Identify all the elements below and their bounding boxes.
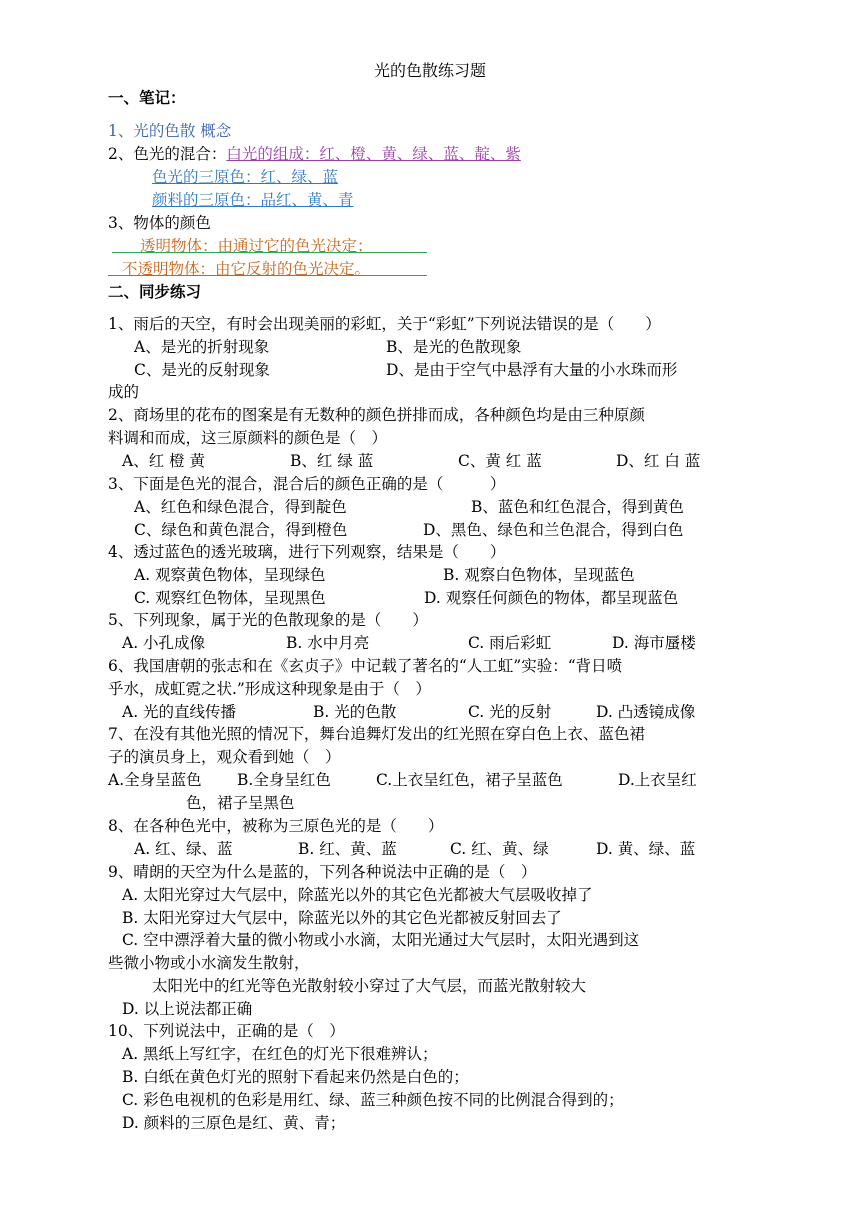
question-10-option-c: C. 彩色电视机的色彩是用红、绿、蓝三种颜色按不同的比例混合得到的；: [122, 1091, 624, 1109]
question-1-tail: 成的: [108, 383, 140, 401]
question-2-stem-line-1: 2、商场里的花布的图案是有无数种的颜色拼排而成，各种颜色均是由三种原颜: [108, 406, 645, 424]
question-2-option-a: A、红 橙 黄: [122, 452, 206, 470]
question-2-stem-line-2: 料调和而成，这三原颜料的颜色是（ ）: [108, 429, 388, 447]
question-4-option-b: B. 观察白色物体，呈现蓝色: [443, 566, 635, 584]
question-10-option-a: A. 黑纸上写红字，在红色的灯光下很难辨认；: [122, 1045, 438, 1063]
question-10-stem: 10、下列说法中，正确的是（ ）: [108, 1022, 345, 1040]
question-5-option-c: C. 雨后彩虹: [468, 634, 552, 652]
question-3-option-b: B、蓝色和红色混合，得到黄色: [471, 498, 684, 516]
note-3-underline-2: [108, 275, 427, 276]
question-7-option-a: A.全身呈蓝色: [108, 771, 202, 789]
question-6-stem-line-1: 6、我国唐朝的张志和在《玄贞子》中记载了著名的“人工虹”实验：“背日喷: [108, 657, 623, 675]
question-1-option-b: B、是光的色散现象: [386, 338, 522, 356]
question-4-option-c: C. 观察红色物体，呈现黑色: [134, 589, 326, 607]
question-9-option-d: D. 以上说法都正确: [122, 1000, 253, 1018]
note-3: 3、物体的颜色: [108, 214, 211, 232]
question-2-option-d: D、红 白 蓝: [616, 452, 701, 470]
question-6-option-c: C. 光的反射: [468, 703, 552, 721]
question-1-stem: 1、雨后的天空，有时会出现美丽的彩虹，关于“彩虹”下列说法错误的是（ ）: [108, 315, 661, 333]
question-3-option-c: C、绿色和黄色混合，得到橙色: [134, 521, 348, 539]
note-3-sub-1: 透明物体：由通过它的色光决定；: [140, 237, 373, 255]
notes-heading: 一、笔记：: [108, 89, 186, 107]
question-7-tail: 色，裙子呈黑色: [186, 794, 295, 812]
question-5-option-d: D. 海市蜃楼: [612, 634, 696, 652]
question-1-option-d: D、是由于空气中悬浮有大量的小水珠而形: [386, 361, 678, 379]
question-7-option-b: B.全身呈红色: [237, 771, 331, 789]
question-5-stem: 5、下列现象，属于光的色散现象的是（ ）: [108, 611, 428, 629]
note-2-sub-2: 颜料的三原色：品红、黄、青: [152, 191, 354, 209]
question-3-option-a: A、红色和绿色混合，得到靛色: [134, 498, 347, 516]
question-10-option-d: D. 颜料的三原色是红、黄、青；: [122, 1114, 346, 1132]
question-8-option-c: C. 红、黄、绿: [450, 840, 549, 858]
question-3-stem: 3、下面是色光的混合，混合后的颜色正确的是（ ）: [108, 475, 506, 493]
question-7-stem-line-2: 子的演员身上，观众看到她（ ）: [108, 748, 341, 766]
question-2-option-c: C、黄 红 蓝: [458, 452, 542, 470]
note-2-sub-1: 色光的三原色：红、绿、蓝: [152, 168, 339, 186]
question-5-option-b: B. 水中月亮: [286, 634, 370, 652]
question-8-option-a: A. 红、绿、蓝: [134, 840, 233, 858]
question-10-option-b: B. 白纸在黄色灯光的照射下看起来仍然是白色的；: [122, 1068, 469, 1086]
question-7-stem-line-1: 7、在没有其他光照的情况下，舞台追舞灯发出的红光照在穿白色上衣、蓝色裙: [108, 725, 645, 743]
question-9-option-c: C. 空中漂浮着大量的微小物或小水滴，太阳光通过大气层时，太阳光遇到这: [122, 931, 640, 949]
page-title: 光的色散练习题: [373, 61, 486, 80]
question-9-option-c-line-3: 太阳光中的红光等色光散射较小穿过了大气层，而蓝光散射较大: [152, 977, 587, 995]
question-9-stem: 9、晴朗的天空为什么是蓝的，下列各种说法中正确的是（ ）: [108, 863, 537, 881]
question-5-option-a: A. 小孔成像: [122, 634, 206, 652]
question-8-option-b: B. 红、黄、蓝: [298, 840, 397, 858]
note-1: 1、光的色散 概念: [108, 122, 232, 140]
question-8-stem: 8、在各种色光中，被称为三原色光的是（ ）: [108, 817, 444, 835]
question-1-option-a: A、是光的折射现象: [134, 338, 270, 356]
question-6-stem-line-2: 乎水，成虹霓之状.”形成这种现象是由于（ ）: [108, 680, 431, 698]
question-9-option-b: B. 太阳光穿过大气层中，除蓝光以外的其它色光都被反射回去了: [122, 909, 562, 927]
question-1-option-c: C、是光的反射现象: [134, 361, 270, 379]
question-4-option-a: A. 观察黄色物体，呈现绿色: [134, 566, 326, 584]
question-4-stem: 4、透过蓝色的透光玻璃，进行下列观察，结果是（ ）: [108, 543, 506, 561]
question-7-option-c: C.上衣呈红色，裙子呈蓝色: [376, 771, 563, 789]
question-7-option-d: D.上衣呈红: [618, 771, 697, 789]
note-2: [108, 143, 521, 165]
note-3-underline-1: [112, 252, 427, 253]
question-8-option-d: D. 黄、绿、蓝: [596, 840, 696, 858]
question-3-option-d: D、黑色、绿色和兰色混合，得到白色: [423, 521, 684, 539]
note-2-prefix: 2、色光的混合：: [108, 145, 227, 163]
question-6-option-b: B. 光的色散: [313, 703, 397, 721]
question-2-option-b: B、红 绿 蓝: [290, 452, 374, 470]
practice-heading: 二、同步练习: [108, 283, 202, 301]
note-2-value: 白光的组成：红、橙、黄、绿、蓝、靛、紫: [226, 145, 521, 163]
question-6-option-a: A. 光的直线传播: [122, 703, 237, 721]
question-9-option-a: A. 太阳光穿过大气层中，除蓝光以外的其它色光都被大气层吸收掉了: [122, 886, 593, 904]
question-9-option-c-line-2: 些微小物或小水滴发生散射，: [108, 954, 310, 972]
note-3-sub-2: 不透明物体：由它反射的色光决定。: [122, 260, 371, 278]
question-6-option-d: D. 凸透镜成像: [596, 703, 696, 721]
question-4-option-d: D. 观察任何颜色的物体，都呈现蓝色: [424, 589, 679, 607]
